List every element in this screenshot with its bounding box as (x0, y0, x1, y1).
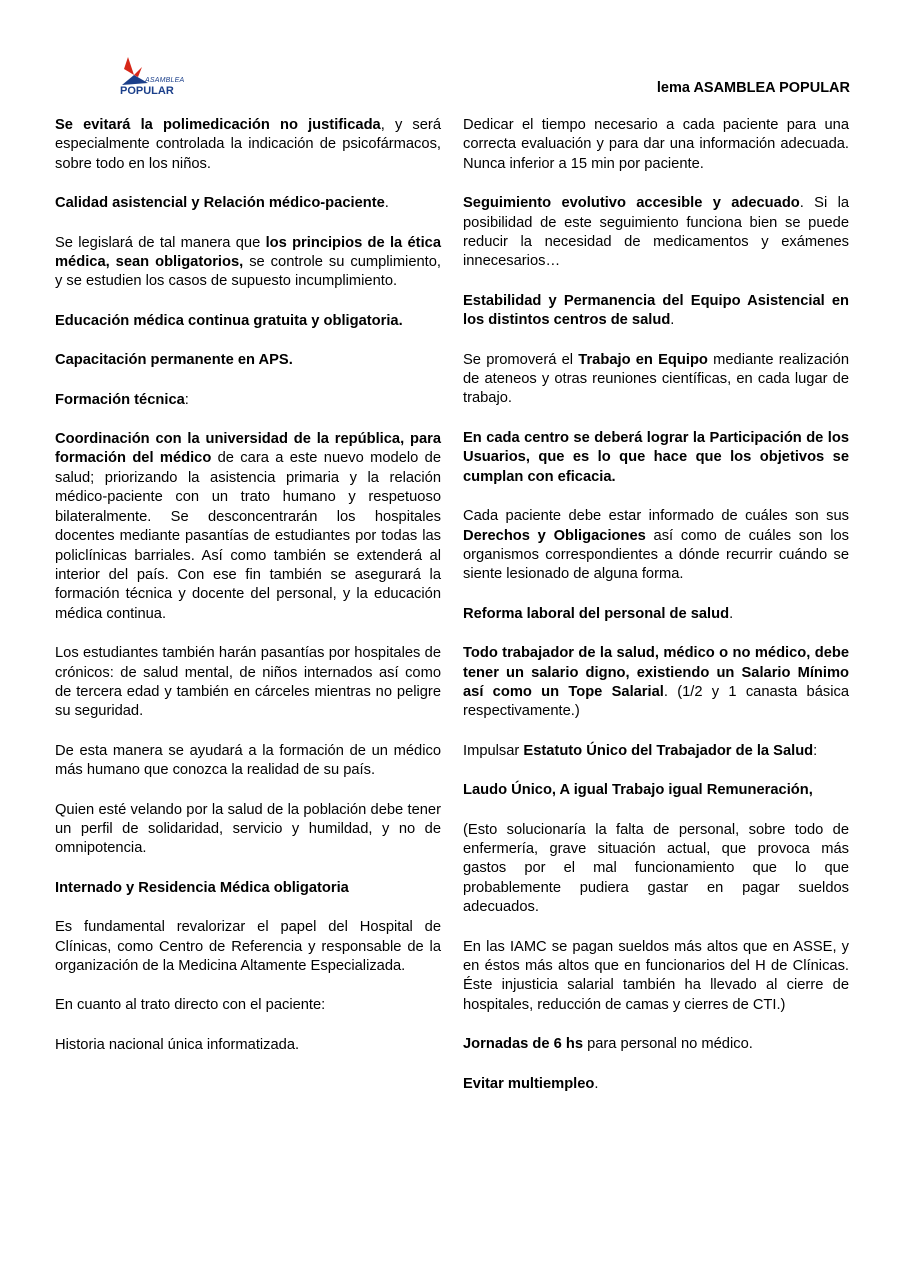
paragraph: Todo trabajador de la salud, médico o no médico, debe tener un salario digno, existiendo un Salario Mínimo así como un Tope Salarial. (1/2 y 1 canasta básica respectivamente.) (463, 645, 849, 720)
asamblea-popular-logo (118, 55, 185, 99)
paragraph: En cada centro se deberá lograr la Participación de los Usuarios, que es lo que hace que los objetivos se cumplan con eficacia. (463, 429, 849, 485)
paragraph: Evitar multiempleo. (463, 1075, 599, 1092)
paragraph: (Esto solucionaría la falta de personal, sobre todo de enfermería, grave situación actual, que provoca más gastos por el mal funcionamiento que lo que probablemente pudiera gastar en pagar sueldos adecuados. (463, 821, 849, 916)
paragraph: Laudo Único, A igual Trabajo igual Remuneración, (463, 782, 813, 799)
paragraph: Educación médica continua gratuita y obligatoria. (55, 312, 403, 329)
paragraph: Se legislará de tal manera que los principios de la ética médica, sean obligatorios, se controle su cumplimiento, y se estudien los casos de supuesto incumplimiento. (55, 234, 441, 290)
paragraph: Impulsar Estatuto Único del Trabajador de la Salud: (463, 742, 818, 759)
paragraph: Calidad asistencial y Relación médico-paciente. (55, 195, 389, 212)
paragraph: Cada paciente debe estar informado de cuáles son sus Derechos y Obligaciones así como de cuáles son los organismos correspondientes a dónde recurrir cuándo se siente lesionado de alguna forma. (463, 508, 849, 583)
paragraph: Formación técnica: (55, 391, 189, 408)
paragraph: Se promoverá el Trabajo en Equipo mediante realización de ateneos y otras reuniones científicas, en cada lugar de trabajo. (463, 351, 849, 407)
paragraph: Es fundamental revalorizar el papel del Hospital de Clínicas, como Centro de Referencia y responsable de la organización de la Medicina Altamente Especializada. (55, 919, 441, 974)
paragraph: En las IAMC se pagan sueldos más altos que en ASSE, y en éstos más altos que en funcionarios del H de Clínicas. Éste injusticia salarial también ha llevado al cierre de hospitales, reducción de camas y cierres de CTI.) (463, 938, 849, 1013)
paragraph: Coordinación con la universidad de la república, para formación del médico de cara a este nuevo modelo de salud; priorizando la asistencia primaria y la relación médico-paciente con un trato humano y respetuoso bilateralmente. Se desconcentrarán los hospitales docentes mediante pasantías de estudiantes por todas las policlínicas barriales. Así como también se extenderá al interior del país. Con ese fin también se asegurará la formación técnica y docente del personal, y la educación médica continua. (55, 431, 441, 622)
paragraph: Estabilidad y Permanencia del Equipo Asistencial en los distintos centros de salud. (463, 292, 849, 329)
paragraph: Dedicar el tiempo necesario a cada paciente para una correcta evaluación y para dar una información adecuada. Nunca inferior a 15 min por paciente. (463, 117, 849, 172)
paragraph: Capacitación permanente en APS. (55, 352, 293, 369)
logo-text-top: ASAMBLEA (145, 77, 185, 84)
paragraph: Jornadas de 6 hs para personal no médico. (463, 1036, 753, 1053)
paragraph: De esta manera se ayudará a la formación de un médico más humano que conozca la realidad de su país. (55, 742, 441, 779)
paragraph: Quien esté velando por la salud de la población debe tener un perfil de solidaridad, servicio y humildad, y no de omnipotencia. (55, 801, 441, 857)
page-header-title: lema ASAMBLEA POPULAR (656, 80, 850, 96)
paragraph: Se evitará la polimedicación no justificada, y será especialmente controlada la indicación de psicofármacos, sobre todo en los niños. (55, 117, 441, 172)
left-column (55, 116, 441, 1075)
paragraph: Seguimiento evolutivo accesible y adecuado. Si la posibilidad de este seguimiento funciona bien se puede reducir la necesidad de medicamentos y exámenes innecesarios… (463, 195, 849, 270)
right-column (463, 116, 849, 1114)
paragraph: En cuanto al trato directo con el paciente: (55, 997, 326, 1014)
paragraph: Reforma laboral del personal de salud. (463, 605, 734, 622)
paragraph: Historia nacional única informatizada. (55, 1036, 300, 1053)
paragraph: Los estudiantes también harán pasantías por hospitales de crónicos: de salud mental, de niños internados así como de tercera edad y también en cárceles mientras no peligre su seguridad. (55, 645, 441, 720)
paragraph: Internado y Residencia Médica obligatoria (55, 879, 349, 896)
logo-text-bottom: POPULAR (120, 85, 174, 97)
